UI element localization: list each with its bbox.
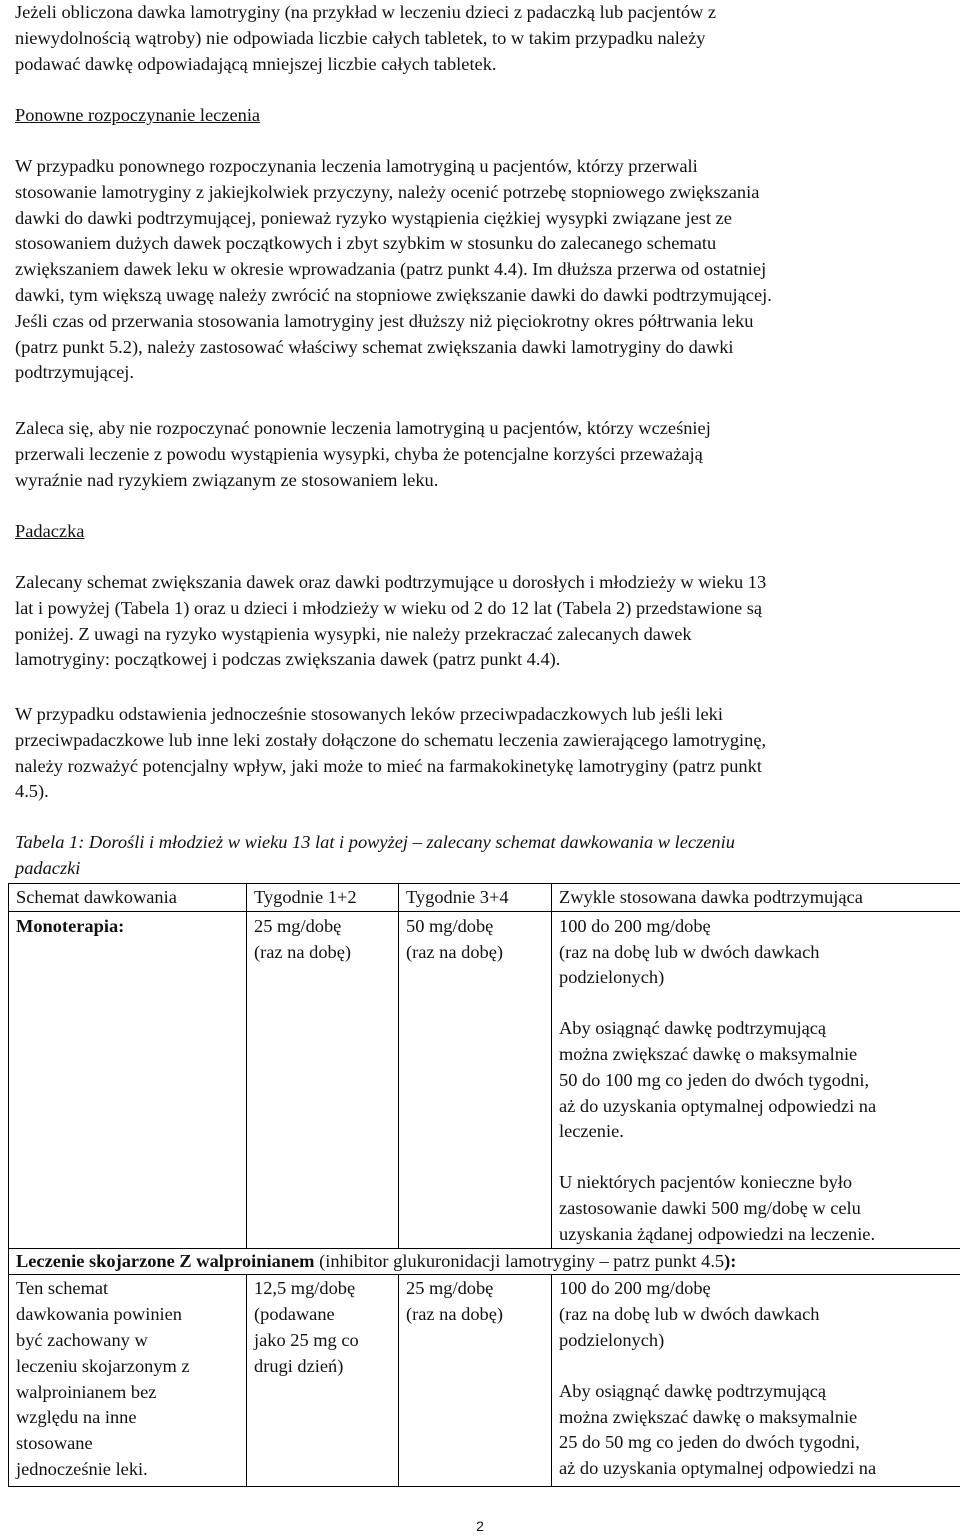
restart-paragraph-2: [15, 416, 711, 493]
dose-note: (raz na dobę): [406, 941, 503, 962]
table-cell: [399, 911, 552, 1248]
text-line: przerwali leczenie z powodu wystąpienia wysypki, chyba że potencjalne korzyści przeważają: [15, 443, 703, 464]
table-cell: [9, 1275, 247, 1487]
text-line: dawki do dawki podtrzymującej, ponieważ ryzyko wystąpienia ciężkiej wysypki związane jest ze: [15, 207, 732, 228]
text-line: dawkowania powinien: [16, 1304, 182, 1325]
text-line: leczenie.: [559, 1121, 624, 1142]
text-line: zwiększaniem dawek leku w okresie wprowadzania (patrz punkt 4.4). Im dłuższa przerwa od ostatniej: [15, 259, 767, 280]
table-cell: [399, 1275, 552, 1487]
text-line: przeciwpadaczkowe lub inne leki zostały dołączone do schematu leczenia zawierającego lamotryginę,: [15, 729, 767, 750]
intro-paragraph: [15, 0, 716, 77]
table-header-row: [9, 884, 960, 912]
text-line: należy rozważyć potencjalny wpływ, jaki może to mieć na farmakokinetykę lamotryginy (patrz punkt: [15, 755, 762, 776]
text-line: W przypadku ponownego rozpoczynania leczenia lamotryginą u pacjentów, którzy przerwali: [15, 156, 698, 176]
dose-note: (raz na dobę): [406, 1304, 503, 1325]
text-line: drugi dzień): [254, 1355, 344, 1376]
header-cell: Tygodnie 3+4: [399, 884, 552, 912]
text-line: jako 25 mg co: [254, 1329, 359, 1350]
text-line: (raz na dobę lub w dwóch dawkach: [559, 1304, 820, 1325]
text-line: walproinianem bez: [16, 1381, 157, 1402]
text-line: (podawane: [254, 1304, 335, 1325]
dose-value: 50 mg/dobę: [406, 915, 494, 936]
text-line: W przypadku odstawienia jednocześnie stosowanych leków przeciwpadaczkowych lub jeśli leki: [15, 704, 723, 724]
text-line: jednocześnie leki.: [16, 1458, 148, 1479]
text-line: padaczki: [15, 857, 81, 878]
combo-heading-tail: ):: [724, 1250, 737, 1271]
text-line: aż do uzyskania optymalnej odpowiedzi na: [559, 1458, 877, 1479]
text-line: Tabela 1: Dorośli i młodzież w wieku 13 lat i powyżej – zalecany schemat dawkowania w leczeniu: [15, 832, 735, 852]
header-cell: Tygodnie 1+2: [247, 884, 399, 912]
header-cell: Schemat dawkowania: [9, 884, 247, 912]
restart-paragraph-1: [15, 154, 772, 386]
row-label-monotherapy: Monoterapia:: [16, 915, 125, 936]
text-line: wyraźnie nad ryzykiem związanym ze stosowaniem leku.: [15, 469, 439, 490]
table-cell: [247, 911, 399, 1248]
text-line: Jeżeli obliczona dawka lamotryginy (na przykład w leczeniu dzieci z padaczką lub pacjentów z: [15, 2, 717, 22]
text-line: stosowaniem dużych dawek początkowych i zbyt szybkim w stosunku do zalecanego schematu: [15, 233, 717, 254]
text-line: Zaleca się, aby nie rozpoczynać ponownie leczenia lamotryginą u pacjentów, którzy wcześniej: [15, 418, 711, 438]
text-line: lat i powyżej (Tabela 1) oraz u dzieci i młodzieży w wieku od 2 do 12 lat (Tabela 2) przedstawione są: [15, 597, 763, 618]
text-line: 25 do 50 mg co jeden do dwóch tygodni,: [559, 1432, 860, 1453]
table-row-valproate: [9, 1275, 960, 1487]
table-cell: [9, 911, 247, 1248]
dose-note: (raz na dobę): [254, 941, 351, 962]
dosing-table: [8, 883, 960, 1487]
table-cell: [9, 1248, 960, 1275]
text-line: Zalecany schemat zwiększania dawek oraz dawki podtrzymujące u dorosłych i młodzieży w wieku 13: [15, 572, 767, 592]
text-line: można zwiększać dawkę o maksymalnie: [559, 1406, 858, 1427]
text-line: U niektórych pacjentów konieczne było: [559, 1172, 853, 1193]
text-line: 50 do 100 mg co jeden do dwóch tygodni,: [559, 1069, 870, 1090]
text-line: uzyskania żądanej odpowiedzi na leczenie.: [559, 1223, 876, 1244]
text-line: podzielonych): [559, 967, 665, 988]
combo-heading-bold: Leczenie skojarzone Z walproinianem: [16, 1250, 315, 1271]
text-line: być zachowany w: [16, 1329, 148, 1350]
page-number: 2: [476, 1518, 484, 1534]
combo-heading-normal: (inhibitor glukuronidacji lamotryginy – patrz punkt 4.5: [314, 1250, 725, 1271]
table-cell: [247, 1275, 399, 1487]
text-line: leczeniu skojarzonym z: [16, 1355, 190, 1376]
section-heading-epilepsy: Padaczka: [15, 521, 85, 541]
text-line: Ten schemat: [16, 1278, 109, 1299]
table-row-monotherapy: [9, 911, 960, 1248]
table-row-combo-heading: [9, 1248, 960, 1275]
epilepsy-paragraph-1: [15, 570, 766, 673]
text-line: dawki, tym większą uwagę należy zwrócić na stopniowe zwiększanie dawki do dawki podtrzymującej.: [15, 284, 772, 305]
text-line: 4.5).: [15, 781, 49, 802]
table-cell: [552, 1275, 960, 1487]
epilepsy-paragraph-2: [15, 702, 766, 805]
dose-value: 25 mg/dobę: [254, 915, 342, 936]
text-line: stosowanie lamotryginy z jakiejkolwiek przyczyny, należy ocenić potrzebę stopniowego zwiększania: [15, 181, 760, 202]
text-line: 100 do 200 mg/dobę: [559, 915, 711, 936]
text-line: lamotryginy: początkowej i podczas zwiększania dawek (patrz punkt 4.4).: [15, 649, 561, 670]
text-line: Jeśli czas od przerwania stosowania lamotryginy jest dłuższy niż pięciokrotny okres półtrwania leku: [15, 310, 754, 331]
text-line: Aby osiągnąć dawkę podtrzymującą: [559, 1018, 827, 1039]
dose-value: 12,5 mg/dobę: [254, 1278, 356, 1299]
text-line: podzielonych): [559, 1329, 665, 1350]
text-line: 100 do 200 mg/dobę: [559, 1278, 711, 1299]
dose-value: 25 mg/dobę: [406, 1278, 494, 1299]
text-line: (patrz punkt 5.2), należy zastosować właściwy schemat zwiększania dawki lamotryginy do dawki: [15, 336, 734, 357]
section-heading-restart: Ponowne rozpoczynanie leczenia: [15, 105, 261, 125]
text-line: podawać dawkę odpowiadającą mniejszej liczbie całych tabletek.: [15, 53, 497, 74]
table-cell: [552, 911, 960, 1248]
text-line: Aby osiągnąć dawkę podtrzymującą: [559, 1380, 827, 1401]
text-line: stosowane: [16, 1433, 93, 1454]
text-line: aż do uzyskania optymalnej odpowiedzi na: [559, 1095, 877, 1116]
table-caption: [15, 830, 735, 882]
text-line: podtrzymującej.: [15, 362, 134, 383]
text-line: poniżej. Z uwagi na ryzyko wystąpienia wysypki, nie należy przekraczać zalecanych dawek: [15, 623, 692, 644]
text-line: można zwiększać dawkę o maksymalnie: [559, 1043, 858, 1064]
text-line: zastosowanie dawki 500 mg/dobę w celu: [559, 1197, 861, 1218]
text-line: względu na inne: [16, 1407, 137, 1428]
text-line: niewydolnością wątroby) nie odpowiada liczbie całych tabletek, to w takim przypadku należy: [15, 27, 706, 48]
text-line: (raz na dobę lub w dwóch dawkach: [559, 941, 820, 962]
header-cell: Zwykle stosowana dawka podtrzymująca: [552, 884, 960, 912]
